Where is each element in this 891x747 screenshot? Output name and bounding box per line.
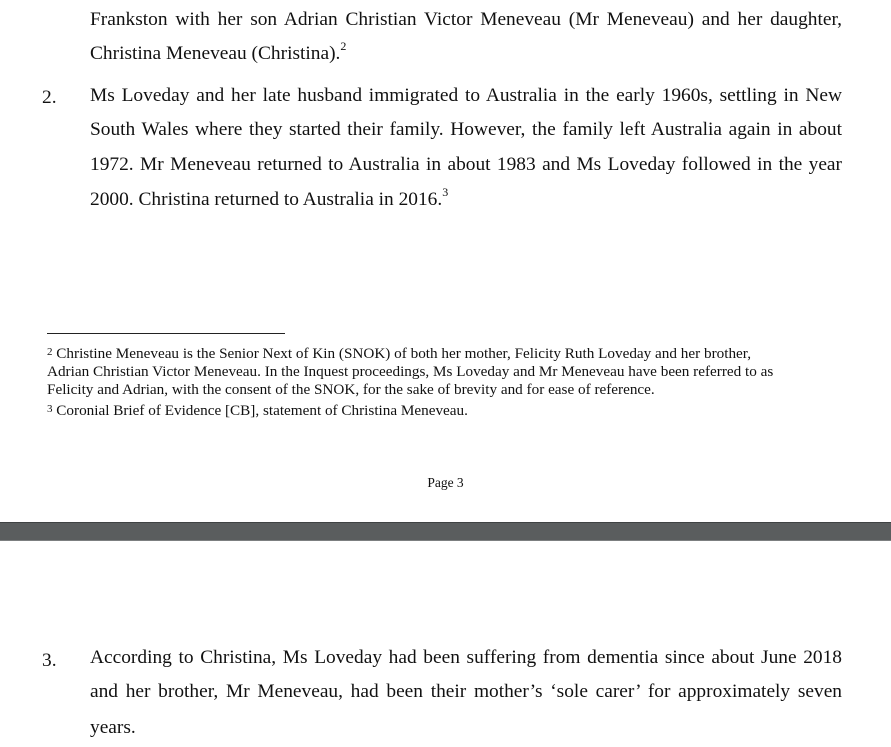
footnote-2-line: Felicity and Adrian, with the consent of the SNOK, for the sake of brevity and for ease of reference. xyxy=(47,381,655,398)
paragraph-2-number: 2. xyxy=(42,87,57,108)
page-divider xyxy=(0,522,891,541)
paragraph-3-line: years. xyxy=(90,717,136,738)
footnote-2-line: Adrian Christian Victor Meneveau. In the Inquest proceedings, Ms Loveday and Mr Meneveau have been referred to as xyxy=(47,363,774,380)
paragraph-1-text: Christina Meneveau (Christina). xyxy=(90,43,341,64)
page-number: Page 3 xyxy=(427,475,464,490)
paragraph-3-line: and her brother, Mr Meneveau, had been their mother’s ‘sole carer’ for approximately seven xyxy=(90,681,842,702)
footnote-3 xyxy=(47,402,847,421)
paragraph-2-line: Ms Loveday and her late husband immigrated to Australia in the early 1960s, settling in New xyxy=(90,85,842,106)
paragraph-2-line: South Wales where they started their family. However, the family left Australia again in about xyxy=(90,119,842,140)
footnote-3-text: Coronial Brief of Evidence [CB], statement of Christina Meneveau. xyxy=(56,402,468,419)
paragraph-2-text: 2000. Christina returned to Australia in 2016. xyxy=(90,189,443,210)
paragraph-2-line: 1972. Mr Meneveau returned to Australia in about 1983 and Ms Loveday followed in the year xyxy=(90,154,842,175)
paragraph-2-line xyxy=(90,184,842,211)
footnote-2-text: Christine Meneveau is the Senior Next of Kin (SNOK) of both her mother, Felicity Ruth Loveday and her brother, xyxy=(56,345,752,362)
paragraph-3-number: 3. xyxy=(42,650,57,671)
paragraph-1-line xyxy=(90,38,842,65)
footnote-3-mark: 3 xyxy=(47,403,53,415)
footnote-ref-3[interactable]: 3 xyxy=(442,184,449,199)
footnote-ref-2[interactable]: 2 xyxy=(340,38,347,53)
paragraph-3-line: According to Christina, Ms Loveday had been suffering from dementia since about June 2018 xyxy=(90,647,842,668)
paragraph-1-line: Frankston with her son Adrian Christian Victor Meneveau (Mr Meneveau) and her daughter, xyxy=(90,9,842,30)
document-page-4 xyxy=(0,541,891,747)
footnote-2 xyxy=(47,345,847,364)
footnote-separator xyxy=(47,333,285,334)
footnote-2-mark: 2 xyxy=(47,346,53,358)
